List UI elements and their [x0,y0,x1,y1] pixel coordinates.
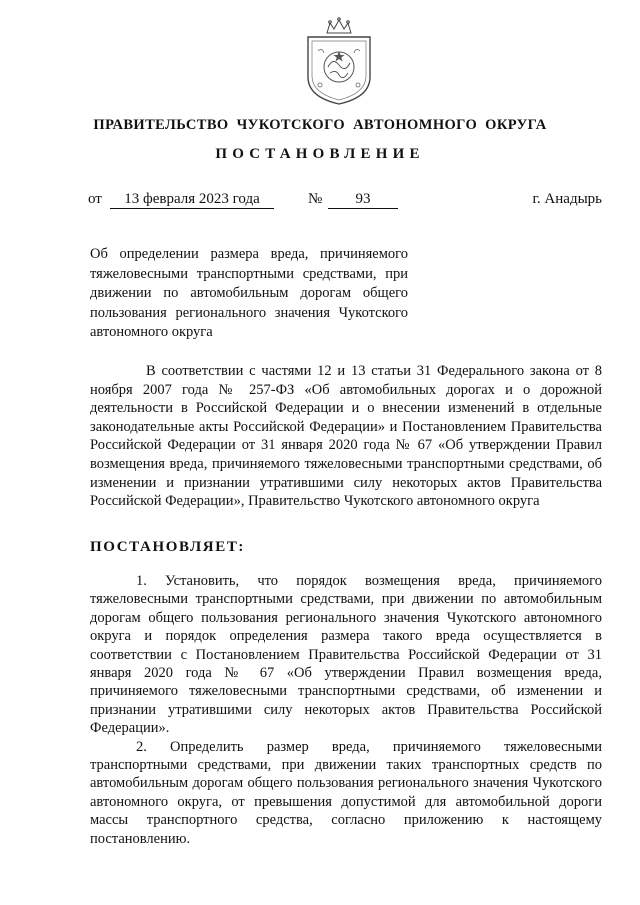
decree-heading: ПОСТАНОВЛЯЕТ: [90,539,246,555]
date-label: от [88,191,102,207]
subject-text: Об определении размера вреда, причиняемого тяжеловесными транспортными средствами, при движении по автомобильным дорогам общего пользования регионального значения Чукотского автономного округа [90,246,408,340]
document-date: 13 февраля 2023 года [110,191,274,209]
document-city: г. Анадырь [532,191,602,207]
organization-title: ПРАВИТЕЛЬСТВО ЧУКОТСКОГО АВТОНОМНОГО ОКРУГА [93,117,547,133]
preamble-text: В соответствии с частями 12 и 13 статьи 31 Федерального закона от 8 ноября 2007 года № 257-ФЗ «Об автомобильных дорогах и о дорожной деятельности в Российской Федерации и о внесении изменений в отдельные законодательные акты Российской Федерации» и Постановлением Правительства Российской Федерации от 31 января 2020 года № 67 «Об утверждении Правил возмещения вреда, причиняемого тяжеловесными транспортными средствами, об изменении и признании утратившими силу некоторых актов Правительства Российской Федерации», Правительство Чукотского автономного округа [90,363,602,510]
coat-of-arms-icon [300,15,378,107]
decree-item: 2. Определить размер вреда, причиняемого тяжеловесными транспортными средствами, при движении таких транспортных средств по автомобильным дорогам общего пользования регионального значения Чукотского автономного округа, от превышения допустимой для автомобильной дороги массы транспортного средства, согласно приложению к настоящему постановлению. [90,738,602,847]
decree-item: 1. Установить, что порядок возмещения вреда, причиняемого тяжеловесными транспортными средствами, при движении по автомобильным дорогам общего пользования регионального значения Чукотского автономного округа и порядок определения размера такого вреда осуществляется в соответствии с Постановлением Правительства Российской Федерации от 31 января 2020 года № 67 «Об утверждении Правил возмещения вреда, причиняемого тяжеловесными транспортными средствами, об изменении и признании утратившими силу некоторых актов Правительства Российской Федерации». [90,573,602,737]
document-meta-row [88,191,602,211]
number-label: № [308,191,323,207]
document-type-heading: ПОСТАНОВЛЕНИЕ [215,146,425,162]
preamble-section [90,362,602,511]
decree-items [90,572,602,848]
document-number: 93 [328,191,398,209]
document-subject [90,245,408,343]
